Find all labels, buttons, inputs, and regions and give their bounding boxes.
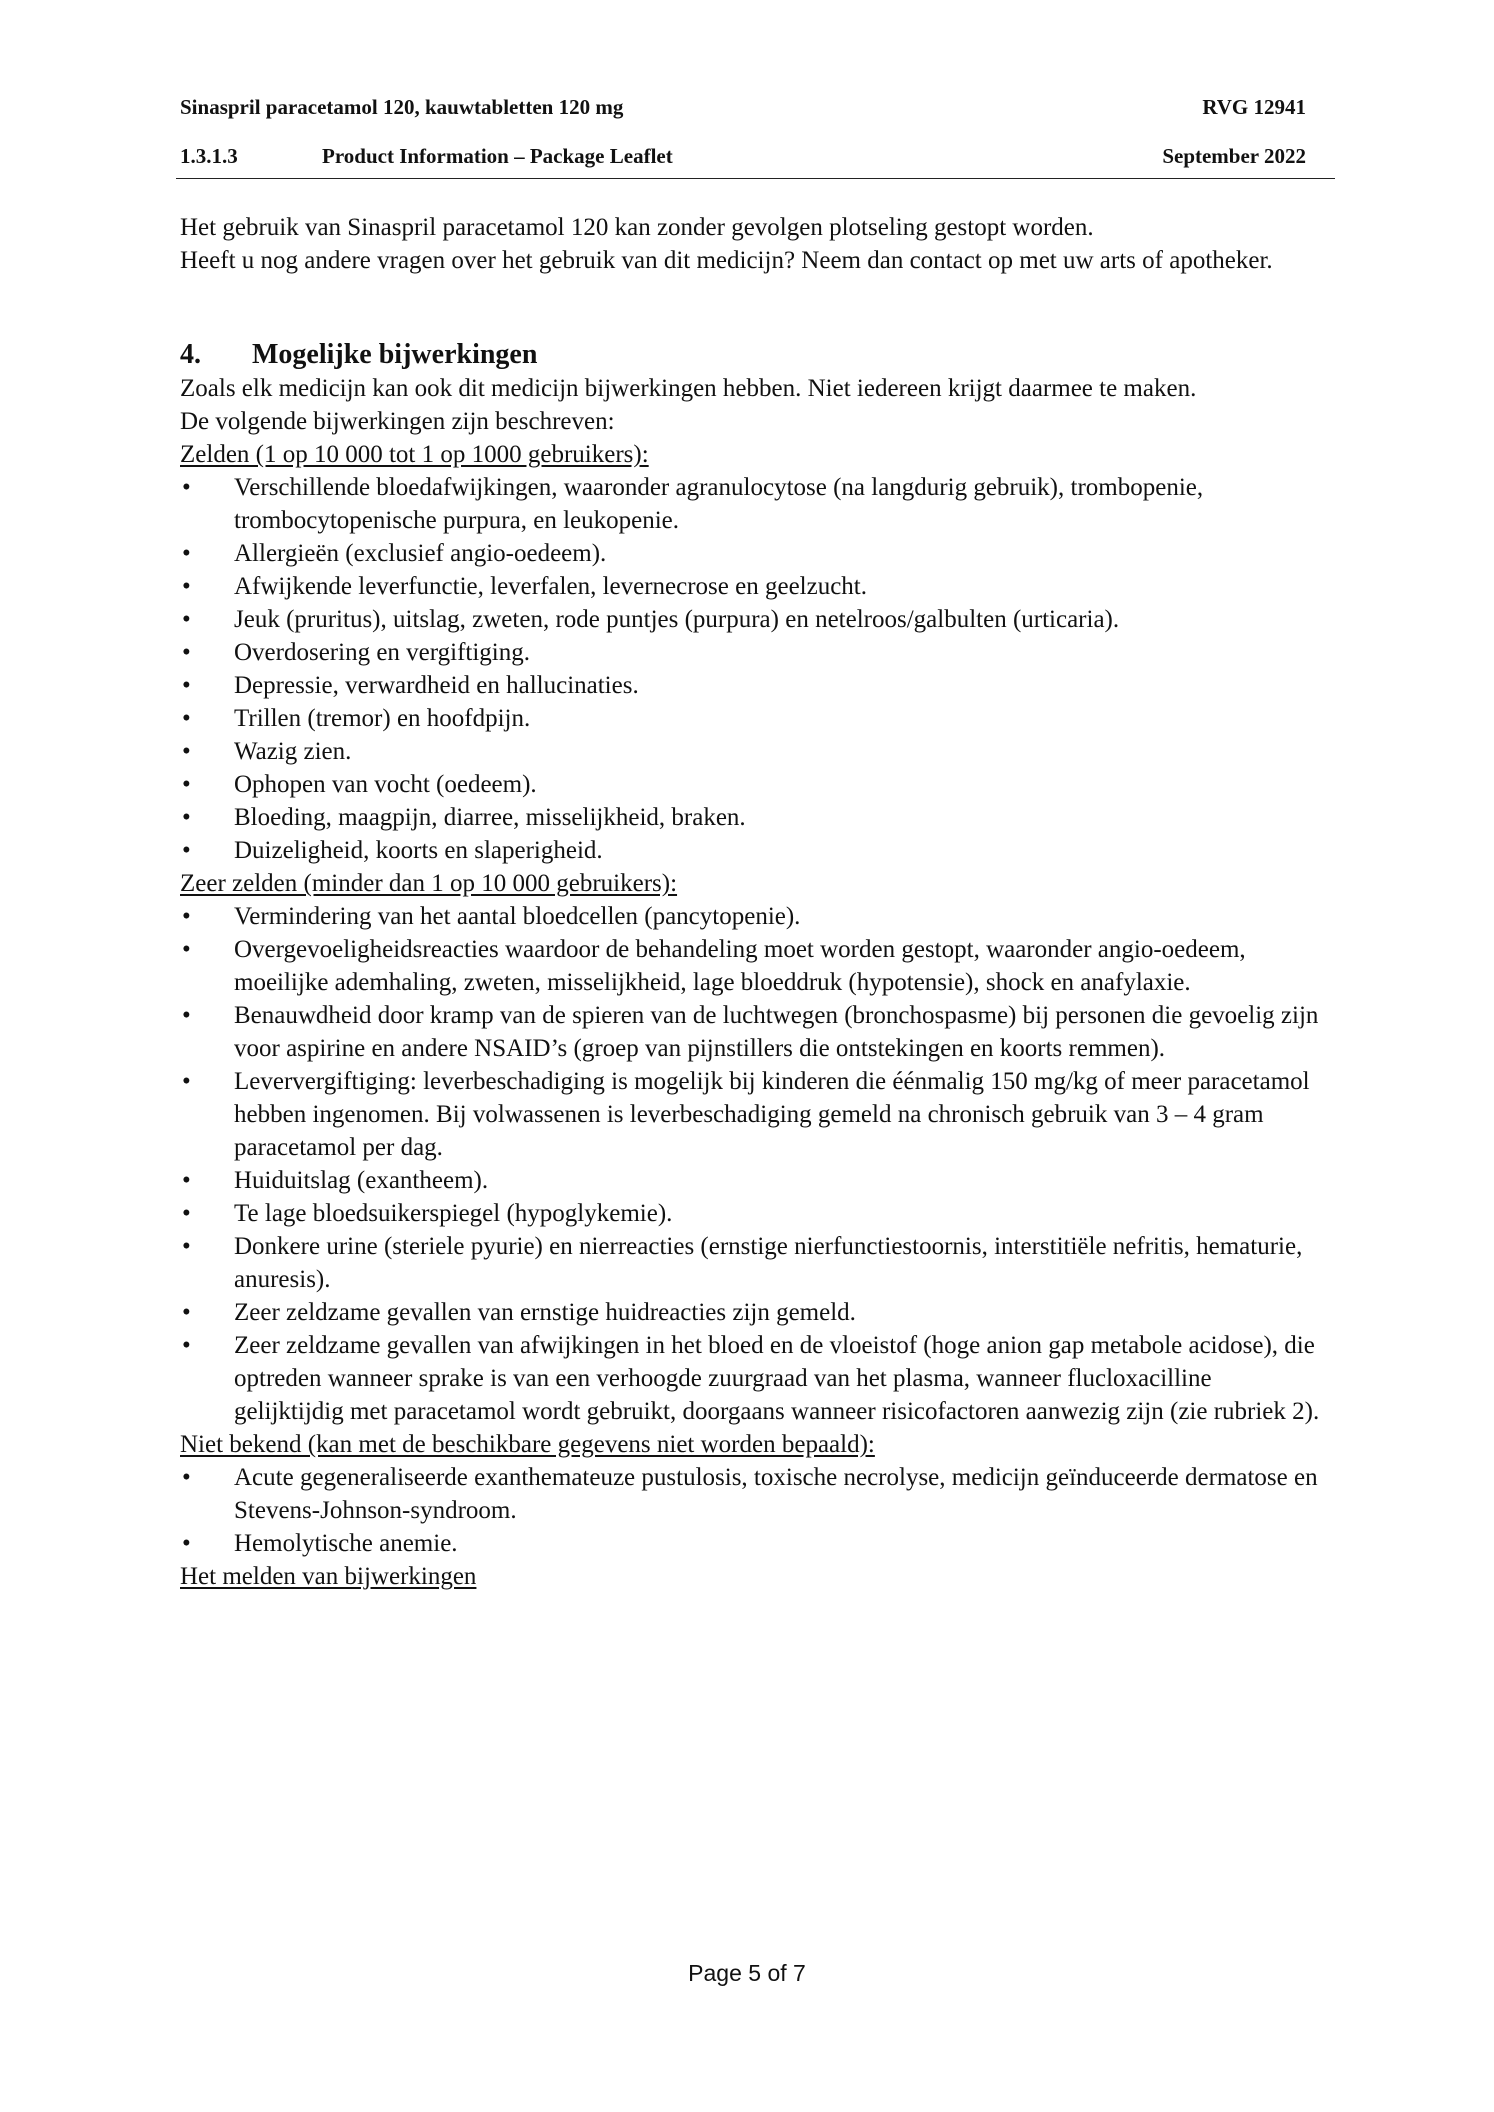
frequency-heading-unknown: Niet bekend (kan met de beschikbare gegevens niet worden bepaald): [180,1431,875,1458]
section-number: 1.3.1.3 [180,144,238,168]
section-heading-number: 4. [180,339,201,370]
header-row-1 [180,92,1306,122]
list-item: • Zeer zeldzame gevallen van ernstige huidreacties zijn gemeld. [180,1296,1320,1329]
list-item: • Wazig zien. [180,735,1320,768]
list-item: • Overdosering en vergiftiging. [180,636,1320,669]
list-item: • Leververgiftiging: leverbeschadiging is mogelijk bij kinderen die éénmalig 150 mg/kg of meer paracetamol hebben ingenomen. Bij volwassenen is leverbeschadiging gemeld na chronisch gebruik van 3 – 4 gram paracetamol per dag. [180,1065,1320,1164]
section-heading [180,338,1320,372]
unknown-frequency-side-effects-list [180,1461,1320,1560]
list-item: • Afwijkende leverfunctie, leverfalen, levernecrose en geelzucht. [180,570,1320,603]
list-item: • Overgevoeligheidsreacties waardoor de behandeling moet worden gestopt, waaronder angio-oedeem, moeilijke ademhaling, zweten, misselijkheid, lage bloeddruk (hypotensie), shock en anafylaxie. [180,933,1320,999]
list-item: • Zeer zeldzame gevallen van afwijkingen in het bloed en de vloeistof (hoge anion gap metabole acidose), die optreden wanneer sprake is van een verhoogde zuurgraad van het plasma, wanneer flucloxacilline gelijktijdig met paracetamol wordt gebruikt, doorgaans wanneer risicofactoren aanwezig zijn (zie rubriek 2). [180,1329,1320,1428]
list-item: • Hemolytische anemie. [180,1527,1320,1560]
document-date: September 2022 [1162,144,1306,168]
list-item: • Ophopen van vocht (oedeem). [180,768,1320,801]
page-header [180,92,1306,171]
page-content [180,211,1320,1593]
header-row-2 [180,141,1306,171]
page-number: Page 5 of 7 [688,1960,806,1986]
list-item: • Huiduitslag (exantheem). [180,1164,1320,1197]
section-heading-title: Mogelijke bijwerkingen [252,339,538,370]
list-item: • Duizeligheid, koorts en slaperigheid. [180,834,1320,867]
list-item: • Depressie, verwardheid en hallucinaties. [180,669,1320,702]
product-name: Sinaspril paracetamol 120, kauwtabletten 120 mg [180,95,624,119]
list-item: • Verschillende bloedafwijkingen, waaronder agranulocytose (na langdurig gebruik), trombopenie, trombocytopenische purpura, en leukopenie. [180,471,1320,537]
frequency-heading-rare: Zelden (1 op 10 000 tot 1 op 1000 gebruikers): [180,441,649,468]
frequency-heading-very-rare: Zeer zelden (minder dan 1 op 10 000 gebruikers): [180,870,678,897]
list-item: • Bloeding, maagpijn, diarree, misselijkheid, braken. [180,801,1320,834]
rare-side-effects-list [180,471,1320,867]
list-item: • Benauwdheid door kramp van de spieren van de luchtwegen (bronchospasme) bij personen die gevoelig zijn voor aspirine en andere NSAID’s (groep van pijnstillers die ontstekingen en koorts remmen). [180,999,1320,1065]
list-item: • Allergieën (exclusief angio-oedeem). [180,537,1320,570]
intro-paragraph-1: Het gebruik van Sinaspril paracetamol 120 kan zonder gevolgen plotseling gestopt worden. [180,214,1094,241]
very-rare-side-effects-list [180,900,1320,1428]
section-title: Product Information – Package Leaflet [322,144,673,168]
section-paragraph-2: De volgende bijwerkingen zijn beschreven: [180,408,615,435]
reporting-heading: Het melden van bijwerkingen [180,1563,477,1590]
list-item: • Trillen (tremor) en hoofdpijn. [180,702,1320,735]
list-item: • Vermindering van het aantal bloedcellen (pancytopenie). [180,900,1320,933]
list-item: • Te lage bloedsuikerspiegel (hypoglykemie). [180,1197,1320,1230]
intro-paragraph-2: Heeft u nog andere vragen over het gebruik van dit medicijn? Neem dan contact op met uw arts of apotheker. [180,247,1273,274]
section-paragraph-1: Zoals elk medicijn kan ook dit medicijn bijwerkingen hebben. Niet iedereen krijgt daarmee te maken. [180,375,1197,402]
rvg-number: RVG 12941 [1202,95,1306,119]
list-item: • Jeuk (pruritus), uitslag, zweten, rode puntjes (purpura) en netelroos/galbulten (urticaria). [180,603,1320,636]
list-item: • Donkere urine (steriele pyurie) en nierreacties (ernstige nierfunctiestoornis, interstitiële nefritis, hematurie, anuresis). [180,1230,1320,1296]
list-item: • Acute gegeneraliseerde exanthemateuze pustulosis, toxische necrolyse, medicijn geïnduceerde dermatose en Stevens-Johnson-syndroom. [180,1461,1320,1527]
header-divider [176,178,1335,179]
